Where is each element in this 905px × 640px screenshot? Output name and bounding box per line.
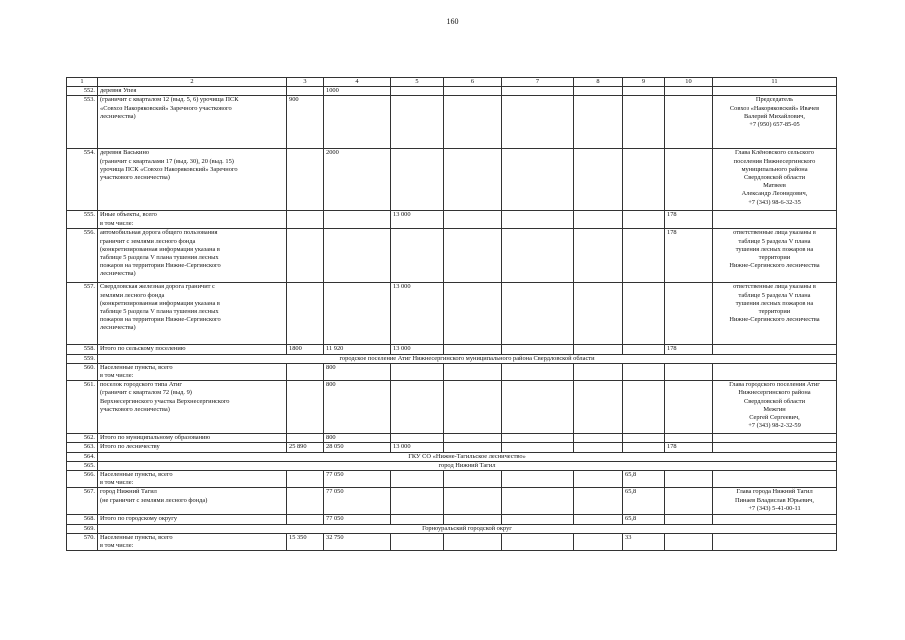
col10-value: 178 bbox=[665, 211, 713, 229]
table-row bbox=[67, 363, 837, 380]
col8-value bbox=[574, 229, 623, 283]
table-row bbox=[67, 443, 837, 452]
col4-value: 2000 bbox=[324, 149, 391, 211]
table-row bbox=[67, 533, 837, 550]
row-number: 563. bbox=[67, 443, 98, 452]
row-number: 552. bbox=[67, 87, 98, 96]
object-description: автомобильная дорога общего пользования граничит с землями лесного фонда (конкретизированная информация указана в таблице 5 раздела V плана тушения лесных пожаров на территории Нижне-Сергинского лесничества) bbox=[98, 229, 287, 283]
table-row bbox=[67, 149, 837, 211]
col6-value bbox=[444, 211, 502, 229]
col10-value bbox=[665, 434, 713, 443]
col9-value bbox=[623, 87, 665, 96]
responsible-contact: Глава городского поселения Атиг Нижнесергинского района Свердловской области Межгин Сергей Сергеевич, +7 (343) 98-2-32-59 bbox=[713, 381, 837, 434]
col5-value bbox=[391, 229, 444, 283]
responsible-contact bbox=[713, 87, 837, 96]
object-description: Итого по муниципальному образованию bbox=[98, 434, 287, 443]
col10-value: 178 bbox=[665, 443, 713, 452]
section-title: городское поселение Атиг Нижнесергинского муниципального района Свердловской области bbox=[98, 354, 837, 363]
col5-value bbox=[391, 381, 444, 434]
col5-value bbox=[391, 488, 444, 515]
row-number: 553. bbox=[67, 96, 98, 149]
col8-value bbox=[574, 211, 623, 229]
col7-value bbox=[502, 434, 574, 443]
responsible-contact bbox=[713, 211, 837, 229]
column-number-6: 6 bbox=[444, 78, 502, 87]
responsible-contact bbox=[713, 471, 837, 488]
section-row bbox=[67, 354, 837, 363]
object-description: Населенные пункты, всего в том числе: bbox=[98, 533, 287, 550]
col8-value bbox=[574, 345, 623, 354]
section-row bbox=[67, 452, 837, 461]
object-description: Свердловская железная дорога граничит с землями лесного фонда (конкретизированная информация указана в таблице 5 раздела V плана тушения лесных пожаров на территории Нижне-Сергинского лесничества) bbox=[98, 283, 287, 345]
row-number: 564. bbox=[67, 452, 98, 461]
object-description: Населенные пункты, всего в том числе: bbox=[98, 471, 287, 488]
col6-value bbox=[444, 381, 502, 434]
col10-value bbox=[665, 381, 713, 434]
col3-value bbox=[287, 488, 324, 515]
row-number: 560. bbox=[67, 363, 98, 380]
section-title: Горноуральский городской округ bbox=[98, 524, 837, 533]
responsible-contact bbox=[713, 443, 837, 452]
col5-value bbox=[391, 87, 444, 96]
column-number-3: 3 bbox=[287, 78, 324, 87]
col5-value bbox=[391, 471, 444, 488]
col7-value bbox=[502, 381, 574, 434]
col7-value bbox=[502, 149, 574, 211]
col8-value bbox=[574, 381, 623, 434]
col10-value bbox=[665, 283, 713, 345]
table-row bbox=[67, 515, 837, 524]
column-number-9: 9 bbox=[623, 78, 665, 87]
col8-value bbox=[574, 488, 623, 515]
table-row bbox=[67, 381, 837, 434]
col3-value bbox=[287, 229, 324, 283]
col4-value: 77 050 bbox=[324, 488, 391, 515]
responsible-contact: Глава города Нижний Тагил Пинаев Владислав Юрьевич, +7 (343) 5-41-00-11 bbox=[713, 488, 837, 515]
column-number-7: 7 bbox=[502, 78, 574, 87]
col8-value bbox=[574, 515, 623, 524]
col4-value bbox=[324, 283, 391, 345]
table-row bbox=[67, 471, 837, 488]
col6-value bbox=[444, 443, 502, 452]
col9-value: 65,8 bbox=[623, 515, 665, 524]
col4-value: 77 050 bbox=[324, 471, 391, 488]
col7-value bbox=[502, 363, 574, 380]
row-number: 561. bbox=[67, 381, 98, 434]
col9-value bbox=[623, 211, 665, 229]
row-number: 569. bbox=[67, 524, 98, 533]
responsible-contact bbox=[713, 515, 837, 524]
col4-value bbox=[324, 211, 391, 229]
row-number: 554. bbox=[67, 149, 98, 211]
col6-value bbox=[444, 488, 502, 515]
col5-value: 13 000 bbox=[391, 211, 444, 229]
col8-value bbox=[574, 96, 623, 149]
column-number-5: 5 bbox=[391, 78, 444, 87]
col8-value bbox=[574, 434, 623, 443]
col4-value: 32 750 bbox=[324, 533, 391, 550]
object-description: деревня Васькино (граничит с кварталами 17 (выд. 30), 20 (выд. 15) урочища ПСК «Совхоз Накоряковский» Заречного участкового лесничества) bbox=[98, 149, 287, 211]
col10-value bbox=[665, 96, 713, 149]
col4-value: 1000 bbox=[324, 87, 391, 96]
col6-value bbox=[444, 149, 502, 211]
col7-value bbox=[502, 211, 574, 229]
row-number: 567. bbox=[67, 488, 98, 515]
col6-value bbox=[444, 229, 502, 283]
col6-value bbox=[444, 533, 502, 550]
table-row bbox=[67, 96, 837, 149]
col5-value bbox=[391, 363, 444, 380]
col7-value bbox=[502, 515, 574, 524]
row-number: 559. bbox=[67, 354, 98, 363]
responsible-contact bbox=[713, 345, 837, 354]
col5-value: 13 000 bbox=[391, 345, 444, 354]
col10-value: 178 bbox=[665, 345, 713, 354]
col10-value bbox=[665, 363, 713, 380]
col4-value: 11 920 bbox=[324, 345, 391, 354]
section-row bbox=[67, 461, 837, 470]
col3-value: 1800 bbox=[287, 345, 324, 354]
col9-value: 65,8 bbox=[623, 471, 665, 488]
column-number-4: 4 bbox=[324, 78, 391, 87]
col5-value: 13 000 bbox=[391, 443, 444, 452]
responsible-contact: Глава Клёновского сельского поселения Нижнесергинского муниципального района Свердловской области Матвеев Александр Леонидович, +7 (343) 98-6-32-35 bbox=[713, 149, 837, 211]
row-number: 557. bbox=[67, 283, 98, 345]
row-number: 570. bbox=[67, 533, 98, 550]
responsible-contact: Председатель Совхоз «Накоряковский» Ивачев Валерий Михайлович, +7 (950) 657-85-05 bbox=[713, 96, 837, 149]
col5-value bbox=[391, 515, 444, 524]
col3-value: 15 350 bbox=[287, 533, 324, 550]
col5-value: 13 000 bbox=[391, 283, 444, 345]
col4-value bbox=[324, 96, 391, 149]
header-row bbox=[67, 78, 837, 87]
col4-value bbox=[324, 229, 391, 283]
table-row bbox=[67, 345, 837, 354]
table-row bbox=[67, 229, 837, 283]
object-description: деревня Упея bbox=[98, 87, 287, 96]
col9-value bbox=[623, 229, 665, 283]
col7-value bbox=[502, 96, 574, 149]
col3-value bbox=[287, 211, 324, 229]
table-row bbox=[67, 211, 837, 229]
col10-value bbox=[665, 471, 713, 488]
col8-value bbox=[574, 533, 623, 550]
col9-value: 65,8 bbox=[623, 488, 665, 515]
object-description: Населенные пункты, всего в том числе: bbox=[98, 363, 287, 380]
col4-value: 77 050 bbox=[324, 515, 391, 524]
col9-value bbox=[623, 381, 665, 434]
col3-value bbox=[287, 149, 324, 211]
col6-value bbox=[444, 96, 502, 149]
section-title: ГКУ СО «Нижне-Тагильское лесничество» bbox=[98, 452, 837, 461]
col7-value bbox=[502, 87, 574, 96]
col10-value bbox=[665, 533, 713, 550]
col6-value bbox=[444, 283, 502, 345]
col7-value bbox=[502, 283, 574, 345]
col3-value bbox=[287, 363, 324, 380]
table-row bbox=[67, 87, 837, 96]
object-description: Иные объекты, всего в том числе: bbox=[98, 211, 287, 229]
col6-value bbox=[444, 515, 502, 524]
row-number: 556. bbox=[67, 229, 98, 283]
object-description: Итого по городскому округу bbox=[98, 515, 287, 524]
col8-value bbox=[574, 149, 623, 211]
col8-value bbox=[574, 87, 623, 96]
col6-value bbox=[444, 345, 502, 354]
col3-value bbox=[287, 434, 324, 443]
col3-value bbox=[287, 471, 324, 488]
column-number-8: 8 bbox=[574, 78, 623, 87]
column-number-11: 11 bbox=[713, 78, 837, 87]
column-number-2: 2 bbox=[98, 78, 287, 87]
row-number: 566. bbox=[67, 471, 98, 488]
col5-value bbox=[391, 149, 444, 211]
col9-value bbox=[623, 434, 665, 443]
object-description: (граничит с кварталом 12 (выд. 5, 6) урочища ПСК «Совхоз Накоряковский» Заречного участкового лесничества) bbox=[98, 96, 287, 149]
col10-value bbox=[665, 149, 713, 211]
col7-value bbox=[502, 345, 574, 354]
col6-value bbox=[444, 434, 502, 443]
table-row bbox=[67, 283, 837, 345]
col3-value: 25 890 bbox=[287, 443, 324, 452]
responsible-contact bbox=[713, 363, 837, 380]
object-description: Итого по лесничеству bbox=[98, 443, 287, 452]
col3-value: 900 bbox=[287, 96, 324, 149]
col6-value bbox=[444, 87, 502, 96]
col4-value: 800 bbox=[324, 434, 391, 443]
object-description: город Нижний Тагил (не граничит с землями лесного фонда) bbox=[98, 488, 287, 515]
row-number: 565. bbox=[67, 461, 98, 470]
col4-value: 800 bbox=[324, 363, 391, 380]
section-row bbox=[67, 524, 837, 533]
col9-value bbox=[623, 283, 665, 345]
col6-value bbox=[444, 363, 502, 380]
col9-value bbox=[623, 363, 665, 380]
row-number: 555. bbox=[67, 211, 98, 229]
col5-value bbox=[391, 434, 444, 443]
responsible-contact bbox=[713, 434, 837, 443]
col3-value bbox=[287, 87, 324, 96]
responsible-contact: ответственные лица указаны в таблице 5 раздела V плана тушения лесных пожаров на территории Нижне-Сергинского лесничества bbox=[713, 229, 837, 283]
object-description: поселок городского типа Атиг (граничит с кварталом 72 (выд. 9) Верхнесергинского участка Верхнесергинского участкового лесничества) bbox=[98, 381, 287, 434]
col7-value bbox=[502, 533, 574, 550]
col5-value bbox=[391, 533, 444, 550]
col9-value bbox=[623, 345, 665, 354]
table-row bbox=[67, 488, 837, 515]
section-title: город Нижний Тагил bbox=[98, 461, 837, 470]
object-description: Итого по сельскому поселению bbox=[98, 345, 287, 354]
col9-value bbox=[623, 96, 665, 149]
col3-value bbox=[287, 515, 324, 524]
row-number: 568. bbox=[67, 515, 98, 524]
row-number: 558. bbox=[67, 345, 98, 354]
col7-value bbox=[502, 488, 574, 515]
col6-value bbox=[444, 471, 502, 488]
data-table bbox=[66, 77, 837, 551]
col8-value bbox=[574, 443, 623, 452]
col7-value bbox=[502, 471, 574, 488]
responsible-contact bbox=[713, 533, 837, 550]
col9-value bbox=[623, 443, 665, 452]
col5-value bbox=[391, 96, 444, 149]
table-row bbox=[67, 434, 837, 443]
col3-value bbox=[287, 381, 324, 434]
col9-value bbox=[623, 149, 665, 211]
col10-value: 178 bbox=[665, 229, 713, 283]
col10-value bbox=[665, 87, 713, 96]
col10-value bbox=[665, 515, 713, 524]
col7-value bbox=[502, 443, 574, 452]
page-number: 160 bbox=[446, 17, 459, 26]
col4-value: 28 050 bbox=[324, 443, 391, 452]
col8-value bbox=[574, 471, 623, 488]
col4-value: 800 bbox=[324, 381, 391, 434]
column-number-1: 1 bbox=[67, 78, 98, 87]
col8-value bbox=[574, 283, 623, 345]
column-number-10: 10 bbox=[665, 78, 713, 87]
responsible-contact: ответственные лица указаны в таблице 5 раздела V плана тушения лесных пожаров на территории Нижне-Сергинского лесничества bbox=[713, 283, 837, 345]
col9-value: 33 bbox=[623, 533, 665, 550]
row-number: 562. bbox=[67, 434, 98, 443]
col10-value bbox=[665, 488, 713, 515]
col7-value bbox=[502, 229, 574, 283]
col8-value bbox=[574, 363, 623, 380]
col3-value bbox=[287, 283, 324, 345]
